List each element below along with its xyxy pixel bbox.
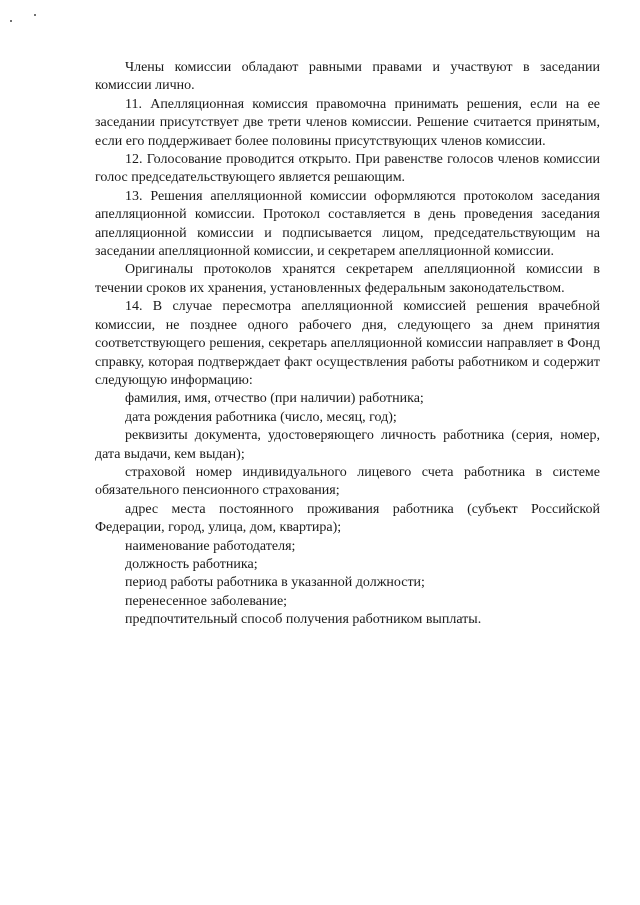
paragraph-item-12: 12. Голосование проводится открыто. При равенстве голосов членов комиссии голос председательствующего является решающим. [95,152,600,186]
list-item-birth-date: дата рождения работника (число, месяц, год); [125,409,397,425]
list-item-position: должность работника; [125,556,258,572]
list-item-work-period: период работы работника в указанной должности; [125,575,425,591]
paragraph-item-14: 14. В случае пересмотра апелляционной комиссией решения врачебной комиссии, не позднее одного рабочего дня, следующего за днем принятия соответствующего решения, секретарь апелляционной комиссии направляет в Фонд справку, которая подтверждает факт осуществления работы работником и содержит следующую информацию: [95,299,600,388]
list-item-address: адрес места постоянного проживания работника (субъект Российской Федерации, город, улица, дом, квартира); [95,501,600,536]
list-item-payment-method: предпочтительный способ получения работником выплаты. [125,612,482,628]
list-item-insurance-number: страховой номер индивидуального лицевого счета работника в системе обязательного пенсионного страхования; [95,464,600,499]
list-item-employer: наименование работодателя; [125,538,296,554]
paragraph-item-11: 11. Апелляционная комиссия правомочна принимать решения, если на ее заседании присутствует две трети членов комиссии. Решение считается принятым, если его поддерживает более половины присутствующих членов комиссии. [95,96,600,149]
list-item-full-name: фамилия, имя, отчество (при наличии) работника; [125,391,424,407]
paragraph-protocol-storage: Оригиналы протоколов хранятся секретарем апелляционной комиссии в течении сроков их хранения, установленных федеральным законодательством. [95,262,600,296]
paragraph-members-rights: Члены комиссии обладают равными правами и участвуют в заседании комиссии лично. [95,60,600,94]
scan-speck [10,20,12,22]
list-item-id-document: реквизиты документа, удостоверяющего личность работника (серия, номер, дата выдачи, кем выдан); [95,428,600,462]
scan-speck [34,14,36,16]
paragraph-item-13: 13. Решения апелляционной комиссии оформляются протоколом заседания апелляционной комиссии. Протокол составляется в день проведения заседания апелляционной комиссии и подписывается лицом, председательствующим на заседании апелляционной комиссии, и секретарем апелляционной комиссии. [95,188,600,260]
info-list [95,390,600,629]
document-body [95,59,600,630]
list-item-disease: перенесенное заболевание; [125,593,288,609]
